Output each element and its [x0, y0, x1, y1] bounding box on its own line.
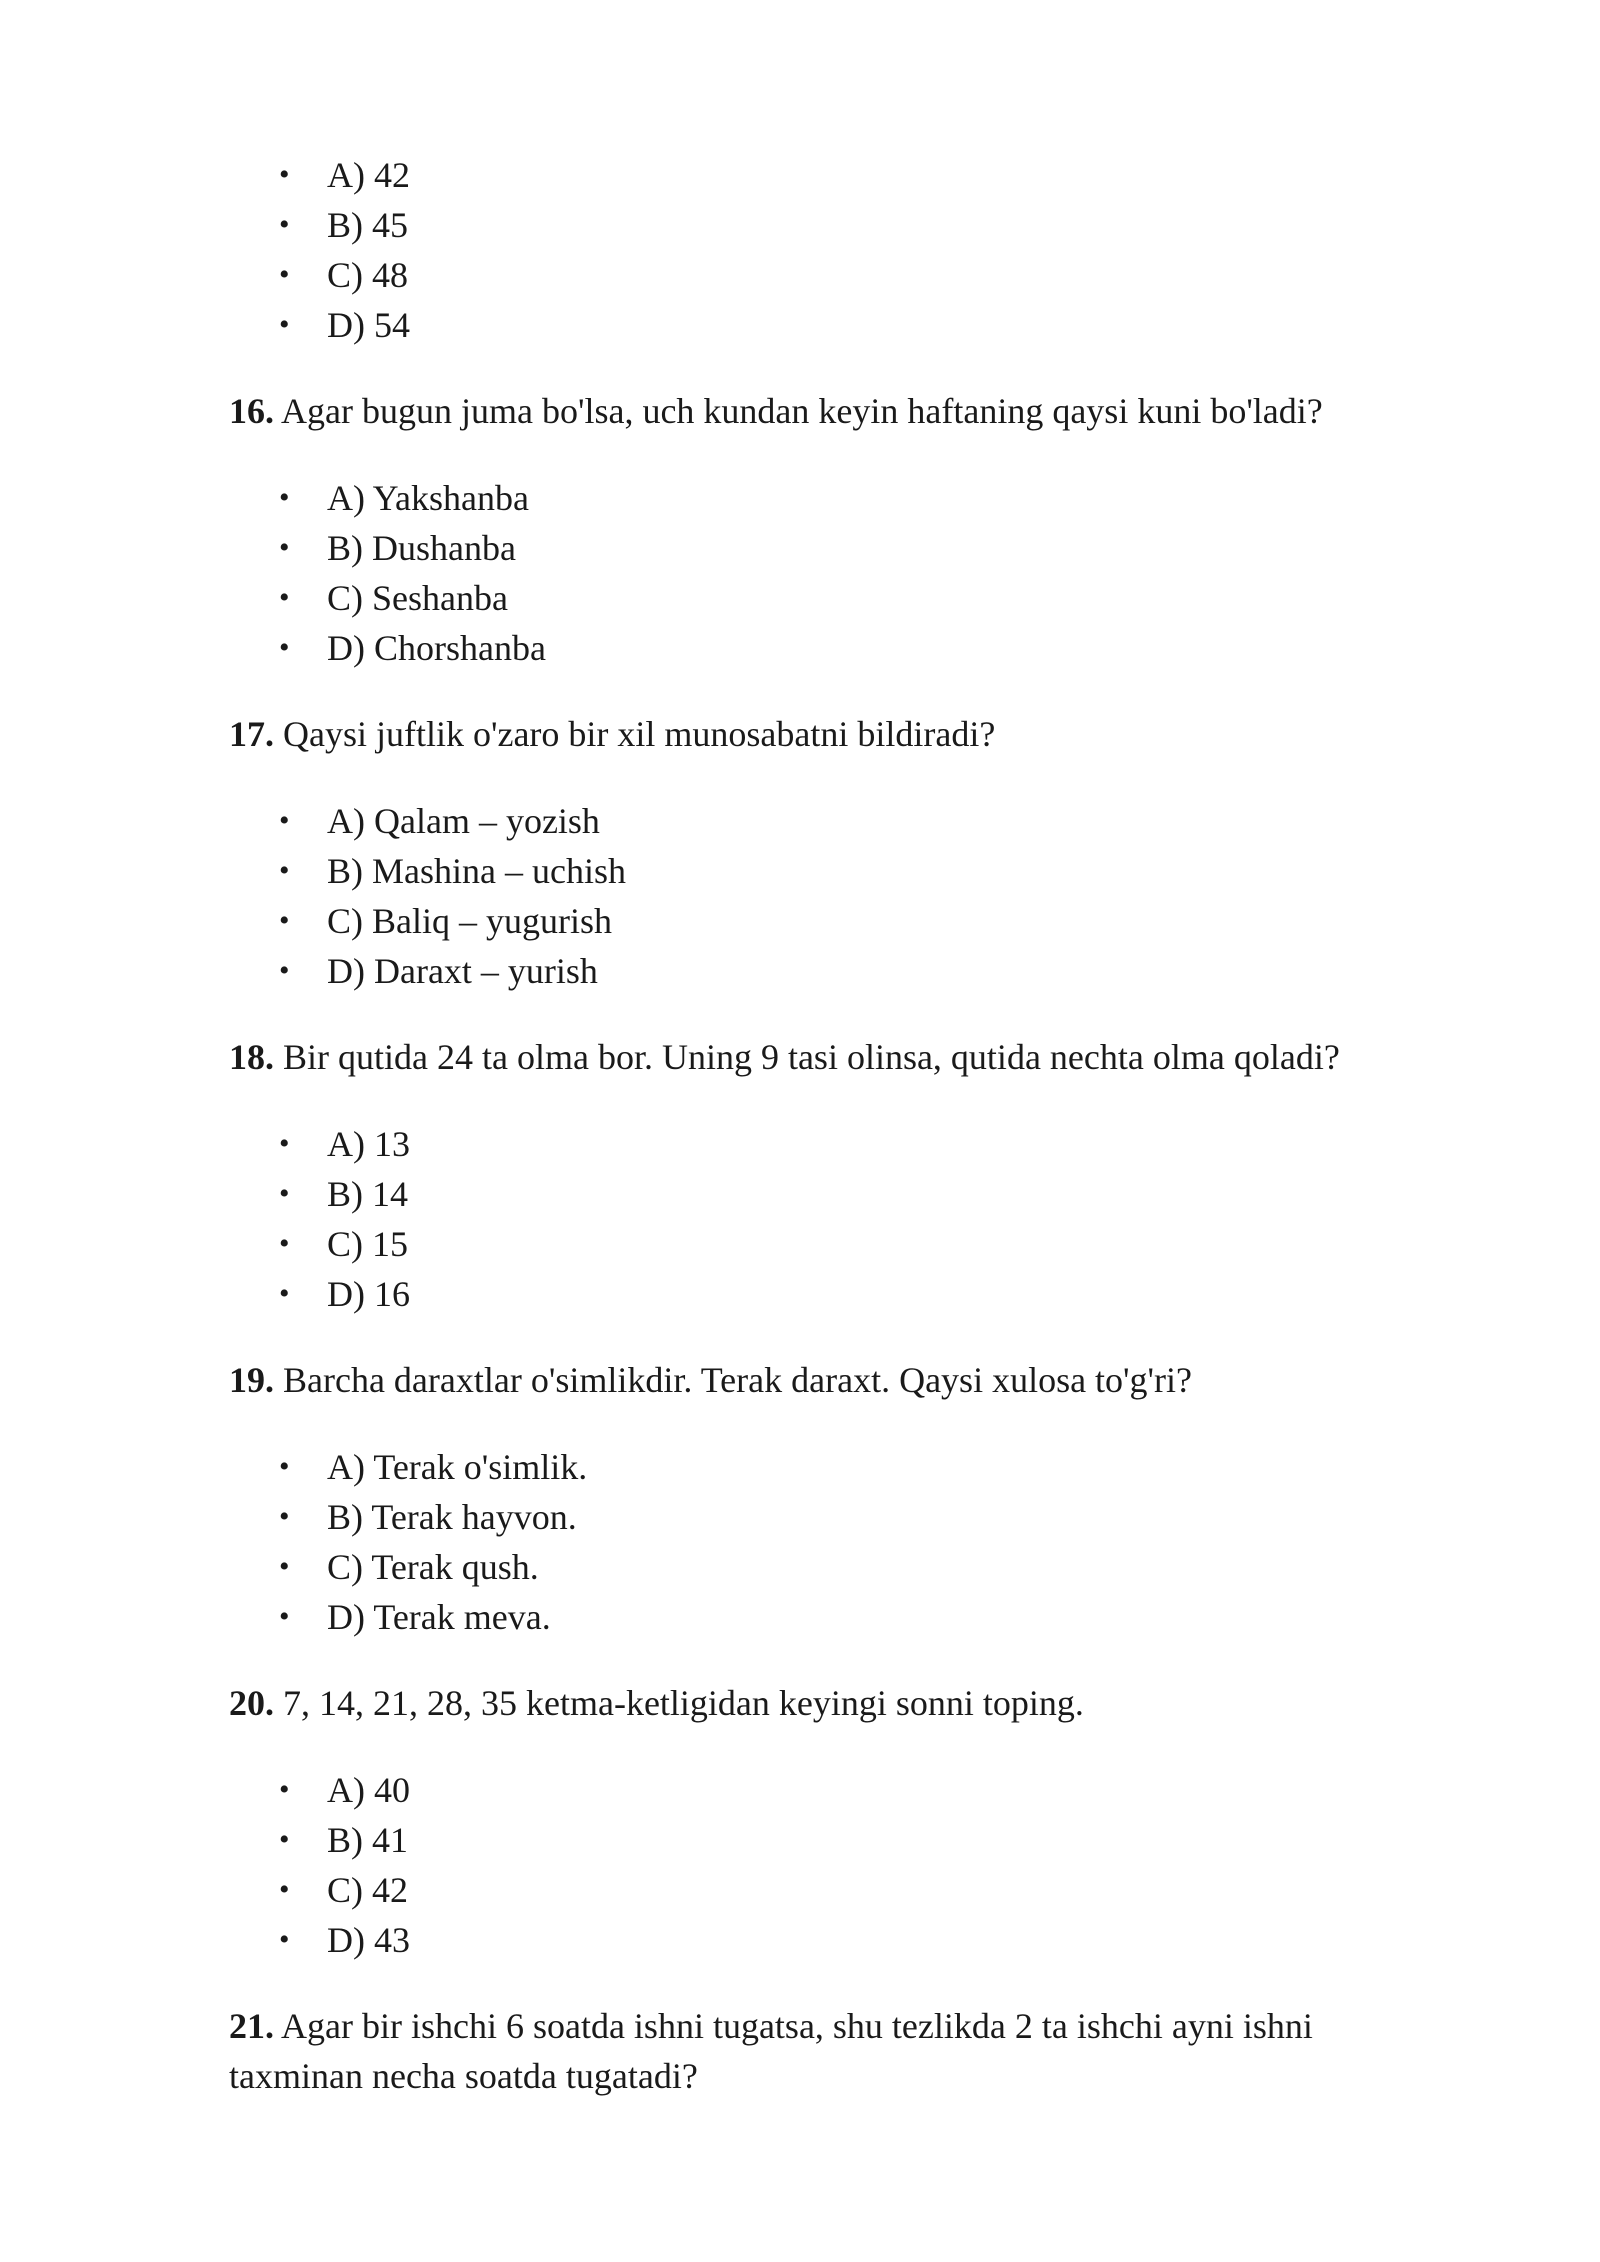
- question-number: 16.: [229, 391, 274, 431]
- option-item: [279, 1169, 1429, 1219]
- document-page: [229, 150, 1429, 2138]
- option-item: [279, 1542, 1429, 1592]
- option-item: [279, 846, 1429, 896]
- option-text: A) Terak o'simlik.: [327, 1447, 588, 1487]
- option-item: [279, 896, 1429, 946]
- option-item: [279, 1492, 1429, 1542]
- bullet-icon: •: [279, 1773, 290, 1806]
- bullet-icon: •: [279, 804, 290, 837]
- bullet-icon: •: [279, 308, 290, 341]
- option-text: A) 13: [327, 1124, 410, 1164]
- option-item: [279, 1765, 1429, 1815]
- question-text: 7, 14, 21, 28, 35 ketma-ketligidan keyingi sonni toping.: [283, 1683, 1084, 1723]
- option-item: [279, 150, 1429, 200]
- question-17: [229, 709, 1429, 759]
- question-text: Bir qutida 24 ta olma bor. Uning 9 tasi olinsa, qutida nechta olma qoladi?: [283, 1037, 1340, 1077]
- options-list: [229, 150, 1429, 350]
- bullet-icon: •: [279, 954, 290, 987]
- option-text: D) Terak meva.: [327, 1597, 551, 1637]
- question-text: Agar bir ishchi 6 soatda ishni tugatsa, shu tezlikda 2 ta ishchi ayni ishni taxminan necha soatda tugatadi?: [229, 2006, 1313, 2096]
- bullet-icon: •: [279, 1823, 290, 1856]
- option-text: C) 48: [327, 255, 408, 295]
- bullet-icon: •: [279, 1177, 290, 1210]
- question-text: Agar bugun juma bo'lsa, uch kundan keyin haftaning qaysi kuni bo'ladi?: [281, 391, 1323, 431]
- option-text: B) Mashina – uchish: [327, 851, 626, 891]
- option-text: D) 43: [327, 1920, 410, 1960]
- option-item: [279, 796, 1429, 846]
- question-number: 21.: [229, 2006, 274, 2046]
- question-number: 19.: [229, 1360, 274, 1400]
- bullet-icon: •: [279, 1127, 290, 1160]
- bullet-icon: •: [279, 531, 290, 564]
- options-list: [229, 1765, 1429, 1965]
- option-text: C) 42: [327, 1870, 408, 1910]
- option-text: C) 15: [327, 1224, 408, 1264]
- option-item: [279, 573, 1429, 623]
- bullet-icon: •: [279, 1500, 290, 1533]
- option-text: D) Daraxt – yurish: [327, 951, 598, 991]
- bullet-icon: •: [279, 208, 290, 241]
- bullet-icon: •: [279, 1600, 290, 1633]
- option-item: [279, 1442, 1429, 1492]
- question-number: 18.: [229, 1037, 274, 1077]
- options-list: [229, 1442, 1429, 1642]
- bullet-icon: •: [279, 581, 290, 614]
- option-item: [279, 1119, 1429, 1169]
- question-text: Qaysi juftlik o'zaro bir xil munosabatni bildiradi?: [283, 714, 996, 754]
- question-text: Barcha daraxtlar o'simlikdir. Terak daraxt. Qaysi xulosa to'g'ri?: [283, 1360, 1192, 1400]
- question-18: [229, 1032, 1429, 1082]
- option-text: A) Yakshanba: [327, 478, 529, 518]
- option-text: A) Qalam – yozish: [327, 801, 600, 841]
- option-text: B) 41: [327, 1820, 408, 1860]
- bullet-icon: •: [279, 1277, 290, 1310]
- question-20: [229, 1678, 1429, 1728]
- option-item: [279, 1592, 1429, 1642]
- bullet-icon: •: [279, 1227, 290, 1260]
- option-text: B) Dushanba: [327, 528, 516, 568]
- option-item: [279, 1915, 1429, 1965]
- option-item: [279, 200, 1429, 250]
- option-item: [279, 473, 1429, 523]
- bullet-icon: •: [279, 904, 290, 937]
- options-list: [229, 796, 1429, 996]
- bullet-icon: •: [279, 854, 290, 887]
- option-text: B) 45: [327, 205, 408, 245]
- options-list: [229, 473, 1429, 673]
- option-item: [279, 1219, 1429, 1269]
- option-text: B) Terak hayvon.: [327, 1497, 577, 1537]
- option-text: A) 42: [327, 155, 410, 195]
- bullet-icon: •: [279, 1450, 290, 1483]
- question-number: 17.: [229, 714, 274, 754]
- question-21: [229, 2001, 1429, 2101]
- option-text: D) Chorshanba: [327, 628, 546, 668]
- bullet-icon: •: [279, 1923, 290, 1956]
- option-text: D) 54: [327, 305, 410, 345]
- option-text: C) Seshanba: [327, 578, 508, 618]
- bullet-icon: •: [279, 1550, 290, 1583]
- question-19: [229, 1355, 1429, 1405]
- option-item: [279, 623, 1429, 673]
- bullet-icon: •: [279, 481, 290, 514]
- bullet-icon: •: [279, 258, 290, 291]
- option-item: [279, 1865, 1429, 1915]
- option-item: [279, 1815, 1429, 1865]
- option-text: A) 40: [327, 1770, 410, 1810]
- option-text: B) 14: [327, 1174, 408, 1214]
- option-item: [279, 250, 1429, 300]
- bullet-icon: •: [279, 158, 290, 191]
- option-item: [279, 946, 1429, 996]
- options-list: [229, 1119, 1429, 1319]
- option-item: [279, 300, 1429, 350]
- option-text: C) Baliq – yugurish: [327, 901, 612, 941]
- option-item: [279, 523, 1429, 573]
- option-text: D) 16: [327, 1274, 410, 1314]
- question-number: 20.: [229, 1683, 274, 1723]
- question-16: [229, 386, 1429, 436]
- bullet-icon: •: [279, 1873, 290, 1906]
- bullet-icon: •: [279, 631, 290, 664]
- option-item: [279, 1269, 1429, 1319]
- option-text: C) Terak qush.: [327, 1547, 539, 1587]
